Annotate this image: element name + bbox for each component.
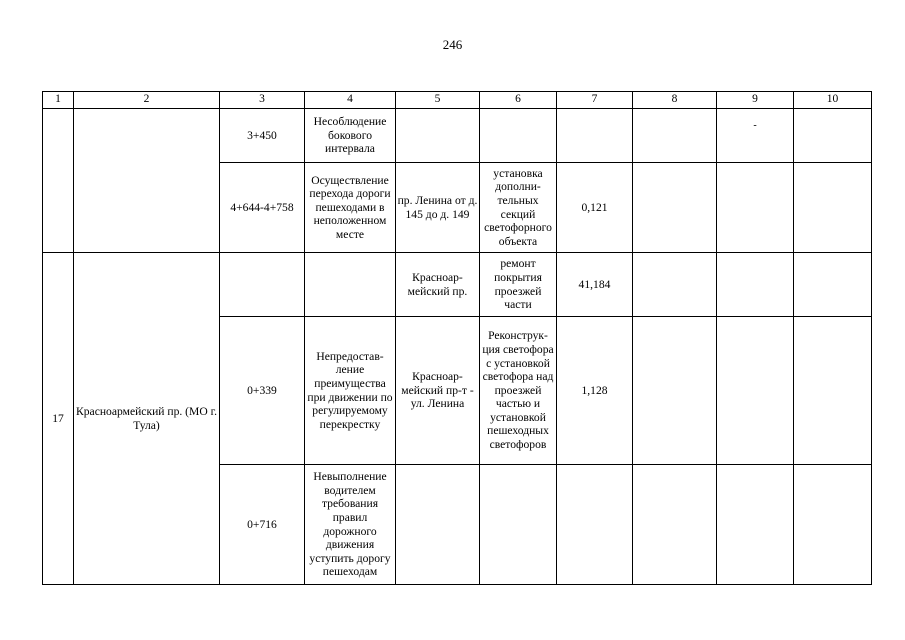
cell-location [396,465,480,585]
cell-road-name: Красноармейский пр. (МО г. Тула) [74,253,220,585]
cell-cost [557,109,633,163]
cell-km [220,253,305,317]
cell-9 [717,465,794,585]
cell-measure: ремонт покрытия проезжей части [480,253,557,317]
cell-9 [717,253,794,317]
cell-violation: Осуществление перехода дороги пешеходами в неположенном месте [305,163,396,253]
cell-10 [794,465,872,585]
cell-10 [794,163,872,253]
cell-location: пр. Ленина от д. 145 до д. 149 [396,163,480,253]
header-row [43,92,872,109]
cell-cost [557,465,633,585]
cell-location: Красноар-мейский пр-т - ул. Ленина [396,317,480,465]
cell-10 [794,253,872,317]
table-row [43,109,872,163]
cell-8 [633,109,717,163]
cell-number-empty [43,109,74,253]
cell-violation [305,253,396,317]
cell-9 [717,317,794,465]
cell-8 [633,163,717,253]
cell-9 [717,109,794,163]
cell-10 [794,317,872,465]
cell-measure: Реконструк-ция светофора с установкой светофора над проезжей частью и установкой пешеходных светофоров [480,317,557,465]
col-header-4: 4 [305,92,396,109]
col-header-7: 7 [557,92,633,109]
cell-8 [633,317,717,465]
col-header-10: 10 [794,92,872,109]
cell-location [396,109,480,163]
cell-number: 17 [43,253,74,585]
cell-measure [480,465,557,585]
cell-road-empty [74,109,220,253]
cell-measure [480,109,557,163]
col-header-2: 2 [74,92,220,109]
cell-cost: 1,128 [557,317,633,465]
table-row [43,253,872,317]
cell-km: 0+339 [220,317,305,465]
col-header-9: 9 [717,92,794,109]
col-header-5: 5 [396,92,480,109]
dash-mark: - [753,120,757,132]
col-header-8: 8 [633,92,717,109]
cell-8 [633,465,717,585]
cell-violation: Непредостав-ление преимущества при движении по регулируемому перекрестку [305,317,396,465]
page-number: 246 [442,37,463,52]
cell-9 [717,163,794,253]
cell-measure: установка дополни-тельных секций светофорного объекта [480,163,557,253]
col-header-3: 3 [220,92,305,109]
cell-violation: Несоблюдение бокового интервала [305,109,396,163]
cell-km: 3+450 [220,109,305,163]
cell-km: 0+716 [220,465,305,585]
cell-10 [794,109,872,163]
col-header-6: 6 [480,92,557,109]
cell-location: Красноар-мейский пр. [396,253,480,317]
col-header-1: 1 [43,92,74,109]
cell-cost: 41,184 [557,253,633,317]
cell-violation: Невыполнение водителем требования правил дорожного движения уступить дорогу пешеходам [305,465,396,585]
cell-8 [633,253,717,317]
cell-km: 4+644-4+758 [220,163,305,253]
data-table [42,91,872,585]
cell-cost: 0,121 [557,163,633,253]
